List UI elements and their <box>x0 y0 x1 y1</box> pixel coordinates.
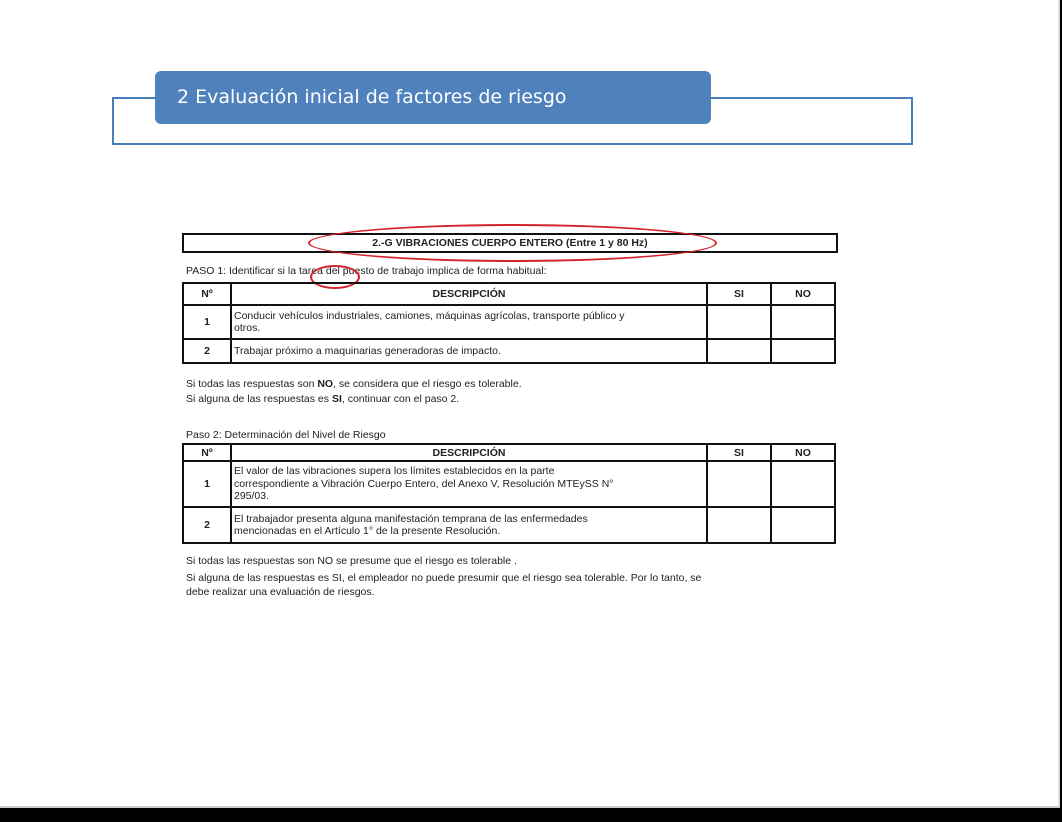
row-desc-line: 295/03. <box>234 490 270 503</box>
final-note-3: debe realizar una evaluación de riesgos. <box>186 586 375 598</box>
paso2-intro: Paso 2: Determinación del Nivel de Riesgo <box>186 429 386 441</box>
si-cell[interactable] <box>707 339 771 363</box>
table-row <box>183 507 835 543</box>
si-cell[interactable] <box>707 507 771 543</box>
paso1-table <box>182 282 836 364</box>
row-desc <box>231 507 707 543</box>
row-desc: Trabajar próximo a maquinarias generadoras de impacto. <box>231 339 707 363</box>
header-num: Nº <box>183 444 231 461</box>
table-header-row <box>183 444 835 461</box>
no-cell[interactable] <box>771 507 835 543</box>
note-text: , se considera que el riesgo es tolerable. <box>333 378 522 390</box>
row-desc <box>231 461 707 507</box>
note-bold: NO <box>317 378 334 390</box>
note-bold: SI <box>331 393 342 405</box>
slide-title: 2 Evaluación inicial de factores de riesgo <box>155 71 711 124</box>
final-note-2: Si alguna de las respuestas es SI, el empleador no puede presumir que el riesgo sea tolerable. Por lo tanto, se <box>186 572 702 584</box>
row-desc-line: Conducir vehículos industriales, camiones, máquinas agrícolas, transporte público y <box>234 309 625 322</box>
header-no: NO <box>771 444 835 461</box>
row-num: 1 <box>183 305 231 339</box>
table-row <box>183 339 835 363</box>
title-frame-line-left <box>112 97 160 99</box>
note-text: Si alguna de las respuestas es <box>186 393 332 405</box>
row-desc-line: El trabajador presenta alguna manifestación temprana de las enfermedades <box>234 512 588 525</box>
header-no: NO <box>771 283 835 305</box>
highlight-oval-title <box>308 224 717 262</box>
si-cell[interactable] <box>707 305 771 339</box>
paso1-intro: PASO 1: Identificar si la tarea del puesto de trabajo implica de forma habitual: <box>186 265 547 277</box>
header-desc: DESCRIPCIÓN <box>231 444 707 461</box>
header-si: SI <box>707 444 771 461</box>
row-desc-line: correspondiente a Vibración Cuerpo Entero, del Anexo V, Resolución MTEySS N° <box>234 477 614 490</box>
header-num: Nº <box>183 283 231 305</box>
header-si: SI <box>707 283 771 305</box>
row-num: 2 <box>183 507 231 543</box>
header-desc: DESCRIPCIÓN <box>231 283 707 305</box>
table-header-row <box>183 283 835 305</box>
paso1-note-2 <box>186 392 459 406</box>
row-desc <box>231 305 707 339</box>
note-text: Si todas las respuestas son <box>186 378 318 390</box>
row-desc-line: otros. <box>234 322 261 334</box>
note-text: , continuar con el paso 2. <box>341 393 460 405</box>
row-desc-line: El valor de las vibraciones supera los límites establecidos en la parte <box>234 465 555 478</box>
title-frame-line-right <box>708 97 911 99</box>
paso2-table <box>182 443 836 544</box>
document-title: 2.-G VIBRACIONES CUERPO ENTERO (Entre 1 y 80 Hz) <box>182 233 838 253</box>
row-num: 2 <box>183 339 231 363</box>
final-note-1: Si todas las respuestas son NO se presume que el riesgo es tolerable . <box>186 555 517 567</box>
no-cell[interactable] <box>771 339 835 363</box>
row-desc-line: mencionadas en el Artículo 1° de la presente Resolución. <box>234 525 501 537</box>
paso1-note-1 <box>186 377 522 391</box>
si-cell[interactable] <box>707 461 771 507</box>
row-num: 1 <box>183 461 231 507</box>
table-row <box>183 461 835 507</box>
table-row <box>183 305 835 339</box>
no-cell[interactable] <box>771 305 835 339</box>
no-cell[interactable] <box>771 461 835 507</box>
